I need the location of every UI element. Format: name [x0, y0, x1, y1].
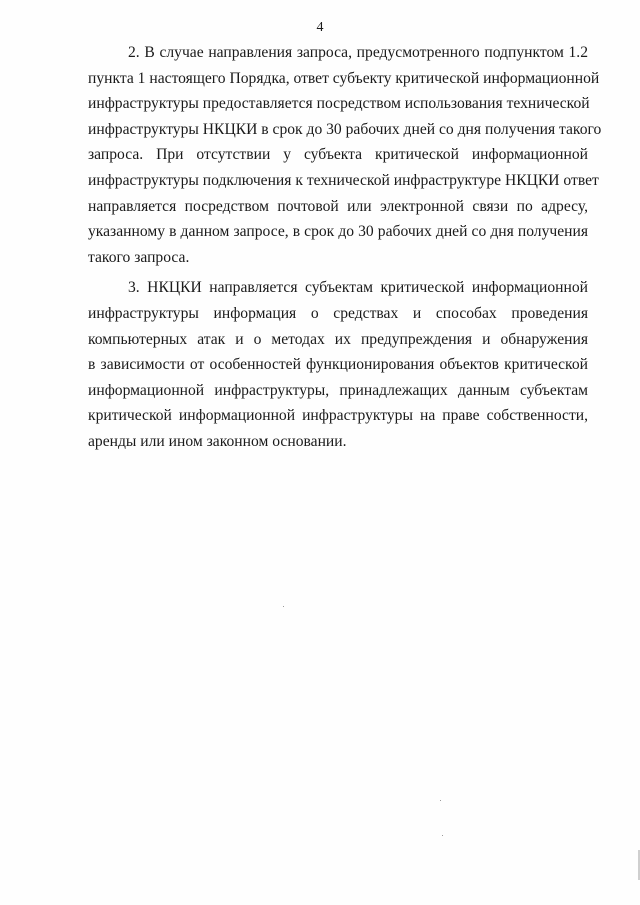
- document-body: [88, 40, 602, 455]
- paragraph-line: критической информационной инфраструктуры на праве собственности,: [88, 407, 588, 425]
- paragraph-line: компьютерных атак и о методах их предупреждения и обнаружения: [88, 330, 588, 348]
- paragraph-2: [88, 40, 602, 270]
- scan-speck: [440, 800, 441, 801]
- paragraph-line: направляется посредством почтовой или электронной связи по адресу,: [88, 197, 588, 215]
- paragraph-line: аренды или ином законном основании.: [88, 432, 347, 450]
- paragraph-line: указанному в данном запросе, в срок до 30 рабочих дней со дня получения: [88, 223, 588, 241]
- paragraph-line: запроса. При отсутствии у субъекта критической информационной: [88, 146, 588, 164]
- paragraph-line: 3. НКЦКИ направляется субъектам критической информационной: [128, 279, 588, 297]
- paragraph-line: такого запроса.: [88, 248, 190, 266]
- paragraph-line: инфраструктуры подключения к технической инфраструктуре НКЦКИ ответ: [88, 171, 599, 189]
- scan-speck: [283, 606, 284, 607]
- scan-speck: [442, 835, 443, 836]
- paragraph-3: [88, 275, 588, 454]
- paragraph-line: в зависимости от особенностей функционирования объектов критической: [88, 356, 588, 374]
- paragraph-line: информационной инфраструктуры, принадлежащих данным субъектам: [88, 381, 588, 399]
- paragraph-line: 2. В случае направления запроса, предусмотренного подпунктом 1.2: [128, 44, 588, 61]
- paragraph-line: инфраструктуры НКЦКИ в срок до 30 рабочих дней со дня получения такого: [88, 120, 602, 138]
- paragraph-line: пункта 1 настоящего Порядка, ответ субъекту критической информационной: [88, 69, 600, 87]
- paragraph-line: инфраструктуры информация о средствах и способах проведения: [88, 304, 588, 322]
- paragraph-line: инфраструктуры предоставляется посредством использования технической: [88, 95, 590, 113]
- page-number: 4: [316, 20, 324, 35]
